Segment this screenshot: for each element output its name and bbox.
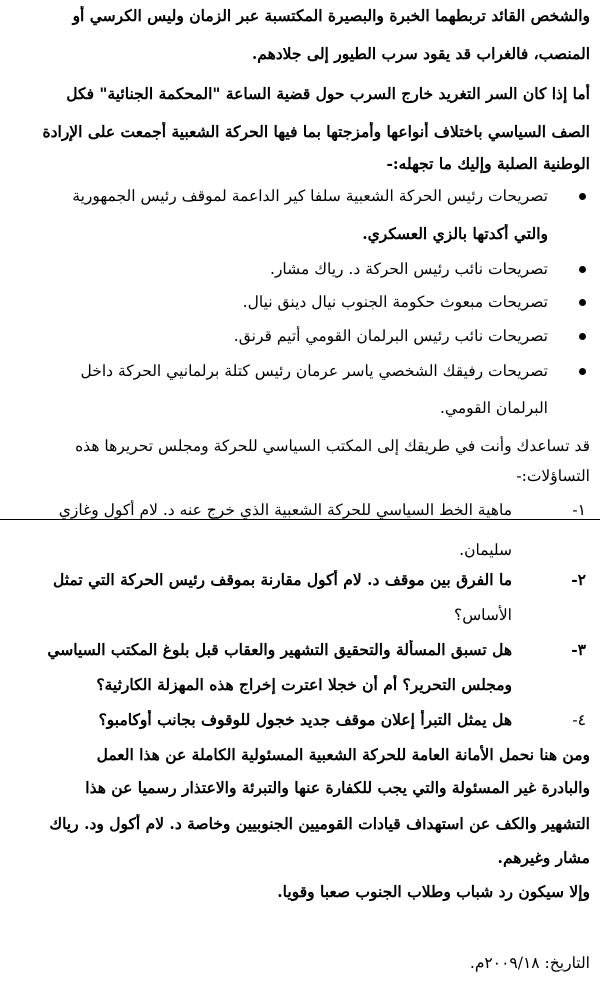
bullet-3: تصريحات مبعوث حكومة الجنوب نيال دينق نيال. [242, 293, 548, 311]
closing-line: وإلا سيكون رد شباب وطلاب الجنوب صعبا وقويا. [277, 882, 590, 901]
para3-line-1: قد تساعدك وأنت في طريقك إلى المكتب السياسي للحركة ومجلس تحريرها هذه [75, 437, 590, 455]
document-date: التاريخ: ٢٠٠٩/١٨م. [469, 954, 590, 972]
question-2-number: ٢- [571, 570, 586, 589]
question-1-number: ١- [572, 501, 586, 519]
question-3-number: ٣- [571, 640, 586, 659]
bullet-dot [579, 299, 586, 306]
question-4-line-1: هل يمثل التبرأ إعلان موقف جديد خجول للوقوف بجانب أوكامبو؟ [98, 710, 512, 729]
para4-line-3: التشهير والكف عن استهداف قيادات القوميين الجنوبيين وخاصة د. لام أكول ود. رياك [49, 814, 590, 833]
para4-line-4: مشار وغيرهم. [497, 848, 590, 867]
bullet-1-line-2: والتي أكدتها بالزي العسكري. [362, 224, 548, 243]
question-4-number: ٤- [572, 711, 586, 729]
para2-line-1: أما إذا كان السر التغريد خارج السرب حول قضية الساعة "المحكمة الجنائية" فكل [66, 84, 590, 103]
intro-line-1: والشخص القائد تربطهما الخبرة والبصيرة المكتسبة عبر الزمان وليس الكرسي أو [72, 6, 590, 25]
para4-line-2: والبادرة غير المسئولة والتي يجب للكفارة عنها والتبرئة والاعتذار رسميا عن هذا [85, 778, 590, 797]
bullet-dot [579, 193, 586, 200]
bullet-5-line-1: تصريحات رفيقك الشخصي ياسر عرمان رئيس كتلة برلمانيي الحركة داخل [80, 362, 548, 380]
question-1-line-2: سليمان. [459, 541, 512, 559]
bullet-dot [579, 368, 586, 375]
bullet-dot [579, 266, 586, 273]
para2-line-2: الصف السياسي باختلاف أنواعها وأمزجتها بما فيها الحركة الشعبية أجمعت على الإرادة [42, 122, 590, 141]
question-2-line-1: ما الفرق بين موقف د. لام أكول مقارنة بموقف رئيس الحركة التي تمثل [52, 570, 512, 589]
para2-line-3: الوطنية الصلبة وإليك ما تجهله:- [386, 154, 590, 173]
question-1-line-1: ماهية الخط السياسي للحركة الشعبية الذي خرج عنه د. لام أكول وغازي [58, 501, 512, 519]
bullet-2: تصريحات نائب رئيس الحركة د. رياك مشار. [270, 260, 548, 278]
horizontal-rule [0, 519, 600, 520]
bullet-4: تصريحات نائب رئيس البرلمان القومي أتيم قرنق. [233, 327, 548, 345]
para4-line-1: ومن هنا نحمل الأمانة العامة للحركة الشعبية المسئولية الكاملة عن هذا العمل [96, 745, 590, 764]
para3-line-2: التساؤلات:- [516, 467, 590, 485]
question-3-line-1: هل تسبق المسألة والتحقيق التشهير والعقاب قبل بلوغ المكتب السياسي [47, 640, 512, 659]
bullet-dot [579, 333, 586, 340]
question-2-line-2: الأساس؟ [453, 606, 512, 624]
bullet-5-line-2: البرلمان القومي. [439, 399, 548, 417]
bullet-1-line-1: تصريحات رئيس الحركة الشعبية سلفا كير الداعمة لموقف رئيس الجمهورية [72, 187, 548, 205]
question-3-line-2: ومجلس التحرير؟ أم أن خجلا اعترت إخراج هذه المهزلة الكارثية؟ [96, 675, 512, 694]
intro-line-2: المنصب، فالغراب قد يقود سرب الطيور إلى جلادهم. [251, 44, 590, 63]
